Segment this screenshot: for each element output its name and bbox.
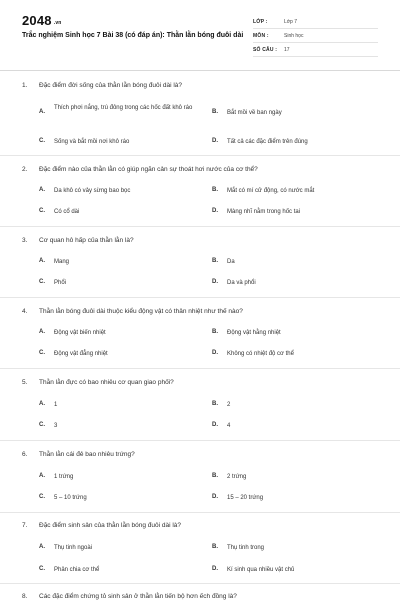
option-letter: A. — [39, 401, 45, 407]
site-logo[interactable] — [22, 13, 62, 28]
option-letter: A. — [39, 473, 45, 479]
option-letter: B. — [212, 258, 218, 264]
option-text: Da — [227, 259, 235, 265]
meta-label: LỚP : — [253, 19, 268, 25]
question-5 — [0, 379, 400, 439]
question-divider — [0, 440, 400, 441]
option-letter: C. — [39, 494, 45, 500]
question-number: 5. — [22, 379, 28, 386]
option-text: Phân chia cơ thể — [54, 567, 100, 573]
meta-value: Lớp 7 — [284, 19, 298, 25]
option-letter: B. — [212, 544, 218, 550]
logo-suffix[interactable]: .vn — [53, 20, 62, 26]
option-letter: A. — [39, 544, 45, 550]
option-letter: D. — [212, 494, 218, 500]
option-letter: C. — [39, 138, 45, 144]
question-divider — [0, 512, 400, 513]
option-letter: C. — [39, 350, 45, 356]
question-text: Thằn lằn bóng đuôi dài thuộc kiểu động vật có thân nhiệt như thế nào? — [39, 308, 243, 315]
option-text: Phổi — [54, 280, 67, 286]
option-text: Mắt có mí cử động, có nước mắt — [227, 188, 315, 194]
option-letter: B. — [212, 329, 218, 335]
question-divider — [0, 155, 400, 156]
option-letter: C. — [39, 566, 45, 572]
question-number: 6. — [22, 451, 28, 458]
option-text: Sống và bắt mồi nơi khô ráo — [54, 139, 130, 145]
question-number: 2. — [22, 166, 28, 173]
question-1 — [0, 82, 400, 160]
option-text: 1 — [54, 402, 58, 408]
option-letter: A. — [39, 187, 45, 193]
question-number: 3. — [22, 237, 28, 244]
option-text: Có cổ dài — [54, 209, 80, 215]
logo-text[interactable]: 2048 — [22, 13, 52, 28]
option-text: Kí sinh qua nhiều vật chủ — [227, 567, 295, 573]
question-text: Cơ quan hô hấp của thằn lằn là? — [39, 237, 134, 244]
question-text: Đặc điểm sinh sản của thằn lằn bóng đuôi dài là? — [39, 522, 182, 529]
option-text: Mang — [54, 259, 70, 265]
option-letter: A. — [39, 258, 45, 264]
meta-label: SỐ CÂU : — [253, 47, 278, 53]
question-text: Đặc điểm đời sống của thằn lằn bóng đuôi dài là? — [39, 82, 183, 89]
question-divider — [0, 226, 400, 227]
option-text: Động vật đẳng nhiệt — [54, 351, 108, 357]
option-text: 1 trứng — [54, 474, 74, 480]
option-text: Da khô có vảy sừng bao bọc — [54, 188, 131, 194]
question-2 — [0, 166, 400, 226]
question-text: Các đặc điểm chứng tỏ sinh sản ở thằn lằn tiến bộ hơn ếch đồng là? — [39, 593, 237, 600]
quiz-title: Trắc nghiệm Sinh học 7 Bài 38 (có đáp án): Thằn lằn bóng đuôi dài — [22, 32, 244, 39]
option-text: Màng nhĩ nằm trong hốc tai — [227, 209, 301, 215]
question-number: 1. — [22, 82, 28, 89]
option-letter: B. — [212, 109, 218, 115]
question-divider — [0, 368, 400, 369]
question-text: Thằn lằn cái đẻ bao nhiêu trứng? — [39, 451, 135, 458]
option-letter: C. — [39, 422, 45, 428]
question-number: 7. — [22, 522, 28, 529]
option-letter: A. — [39, 329, 45, 335]
page-header — [0, 0, 400, 70]
option-text: 5 – 10 trứng — [54, 495, 87, 501]
question-text: Thằn lằn đực có bao nhiêu cơ quan giao phối? — [39, 379, 174, 386]
question-number: 4. — [22, 308, 28, 315]
header-divider — [0, 70, 400, 71]
option-letter: A. — [39, 109, 45, 115]
question-7 — [0, 522, 400, 582]
option-text: Da và phổi — [227, 280, 256, 286]
option-letter: B. — [212, 187, 218, 193]
meta-row-count — [253, 43, 378, 57]
meta-label: MÔN : — [253, 33, 269, 39]
option-letter: D. — [212, 566, 218, 572]
meta-row-grade — [253, 15, 378, 29]
question-3 — [0, 237, 400, 297]
option-text: 15 – 20 trứng — [227, 495, 264, 501]
question-divider — [0, 583, 400, 584]
option-letter: C. — [39, 208, 45, 214]
option-letter: D. — [212, 208, 218, 214]
option-text: Thụ tinh trong — [227, 545, 265, 551]
option-text: Thụ tinh ngoài — [54, 545, 93, 551]
option-letter: D. — [212, 422, 218, 428]
option-text: 3 — [54, 423, 58, 429]
question-divider — [0, 297, 400, 298]
option-letter: C. — [39, 279, 45, 285]
question-number: 8. — [22, 593, 28, 600]
option-letter: D. — [212, 138, 218, 144]
option-text: Bắt mồi về ban ngày — [227, 110, 282, 116]
meta-row-subject — [253, 29, 378, 43]
option-text: 2 trứng — [227, 474, 247, 480]
option-text: Động vật biến nhiệt — [54, 330, 106, 336]
option-letter: D. — [212, 279, 218, 285]
option-letter: D. — [212, 350, 218, 356]
option-text: Không có nhiệt độ cơ thể — [227, 351, 294, 357]
question-6 — [0, 451, 400, 511]
question-text: Đặc điểm nào của thằn lằn có giúp ngăn cản sự thoát hơi nước của cơ thể? — [39, 166, 258, 173]
option-text: Thích phơi nắng, trú đông trong các hốc đất khô ráo — [54, 105, 193, 111]
question-8 — [0, 593, 400, 600]
option-text: Tất cả các đặc điểm trên đúng — [227, 139, 308, 145]
meta-value: Sinh học — [284, 33, 304, 39]
meta-value: 17 — [284, 47, 290, 53]
option-text: 2 — [227, 402, 231, 408]
option-letter: B. — [212, 473, 218, 479]
question-4 — [0, 308, 400, 368]
option-text: Động vật hằng nhiệt — [227, 330, 281, 336]
option-letter: B. — [212, 401, 218, 407]
option-text: 4 — [227, 423, 231, 429]
